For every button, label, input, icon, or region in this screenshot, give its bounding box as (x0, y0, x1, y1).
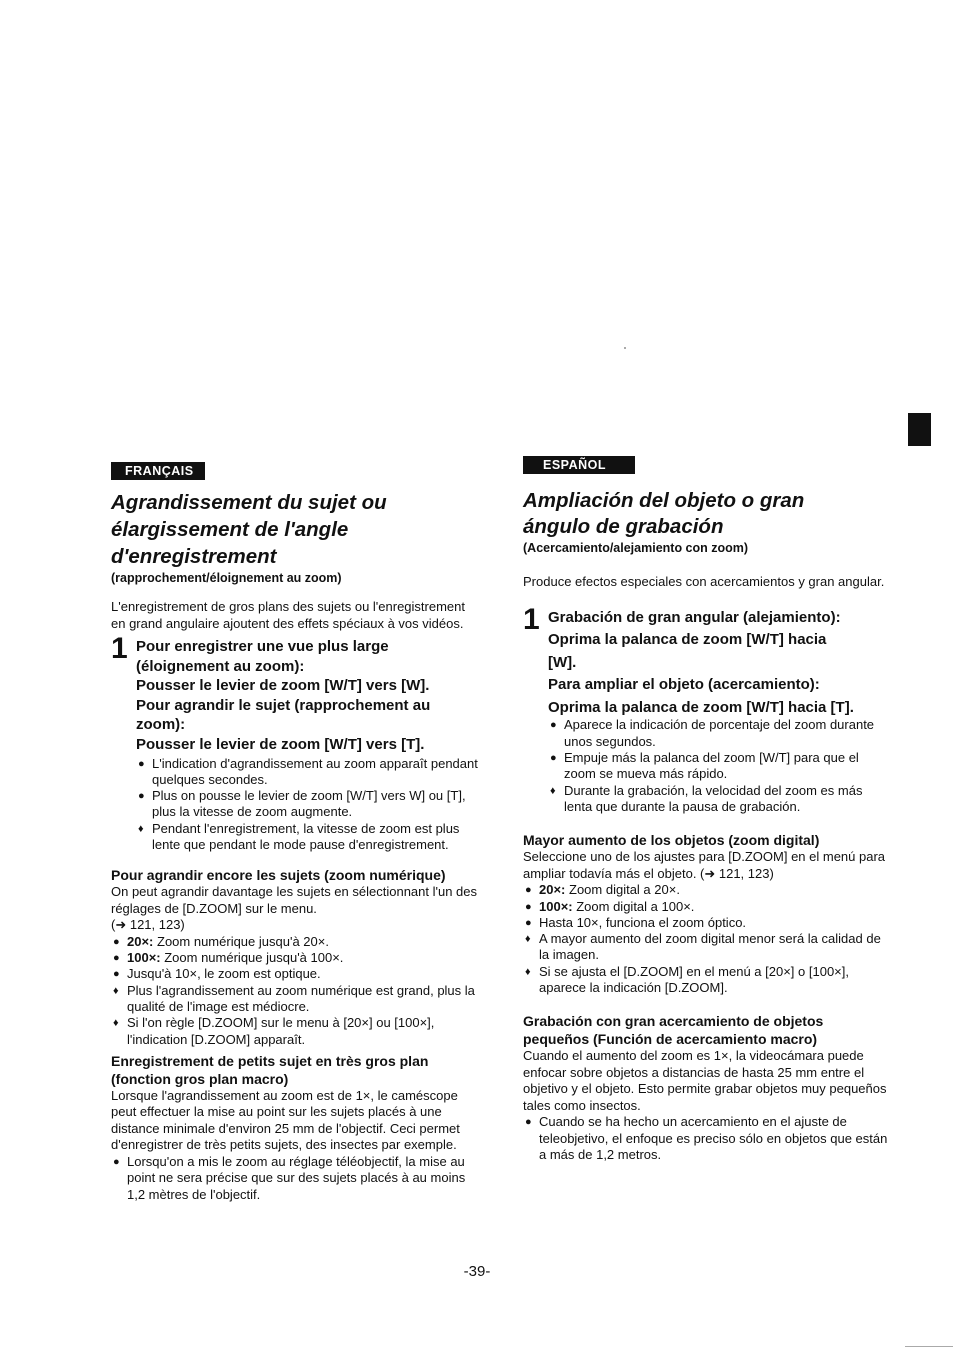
scan-edge-line (905, 1346, 953, 1347)
step-notes (136, 756, 481, 854)
list-item: ● Jusqu'à 10×, le zoom est optique. (113, 966, 321, 982)
step-line: Para ampliar el objeto (acercamiento): (548, 676, 820, 694)
list-item: ● 100×: Zoom numérique jusqu'à 100×. (113, 950, 344, 966)
page-number: -39- (463, 1263, 491, 1280)
list-item: ● L'indication d'agrandissement au zoom apparaît pendant quelques secondes. (138, 755, 478, 787)
step-line: Pousser le levier de zoom [W/T] vers [W]. (136, 677, 430, 695)
digital-zoom-heading: Pour agrandir encore les sujets (zoom numérique) (111, 867, 446, 884)
list-item: ● Empuje más la palanca del zoom [W/T] para que el zoom se mueva más rápido. (550, 750, 859, 782)
section-title (111, 489, 481, 570)
macro-text: Cuando el aumento del zoom es 1×, la videocámara puede enfocar sobre objetos a distancias de hasta 25 mm entre el objetivo y el objeto. Esto permite grabar objetos muy pequeños tales como insectos. (523, 1048, 887, 1113)
list-item: ● Hasta 10×, funciona el zoom óptico. (525, 914, 747, 930)
list-item: ● Plus on pousse le levier de zoom [W/T] vers W] ou [T], plus la vitesse de zoom augmente. (138, 788, 466, 820)
macro-heading: Enregistrement de petits sujet en très gros plan (fonction gros plan macro) (111, 1052, 429, 1087)
section-subtitle: (Acercamiento/alejamiento con zoom) (523, 541, 749, 555)
title-line: ángulo de grabación (523, 515, 724, 538)
step-line: zoom): (136, 716, 186, 734)
title-line: Ampliación del objeto o gran (523, 489, 805, 512)
digital-zoom-text: Seleccione uno de los ajustes para [D.ZOOM] en el menú para ampliar todavía más el objeto. (➜ 121, 123) (523, 849, 886, 881)
step-line: Pousser le levier de zoom [W/T] vers [T]. (136, 735, 425, 753)
macro-notes (111, 1154, 481, 1203)
macro-text: Lorsque l'agrandissement au zoom est de 1×, le caméscope peut effectuer la mise au point sur les sujets placés à une distance minimale d'environ 25 mm de l'objectif. Ceci permet d'enregistrer de très petits sujets, des insectes par exemple. (111, 1087, 460, 1153)
list-item: ● 100×: Zoom digital a 100×. (525, 898, 695, 914)
list-item: ● 20×: Zoom digital a 20×. (525, 882, 680, 898)
step-notes (548, 717, 893, 815)
list-item: ● 20×: Zoom numérique jusqu'à 20×. (113, 933, 329, 949)
step-number: 1 (111, 632, 128, 665)
step-1 (111, 632, 481, 853)
list-item: ♦ Si se ajusta el [D.ZOOM] en el menú a [20×] o [100×], aparece la indicación [D.ZOOM]. (525, 963, 849, 996)
list-item: ● Cuando se ha hecho un acercamiento en el ajuste de teleobjetivo, el enfoque es preciso sólo en objetos que están a más de 1,2 metros. (525, 1114, 888, 1162)
list-item: ♦ Si l'on règle [D.ZOOM] sur le menu à [20×] ou [100×], l'indication [D.ZOOM] apparaît. (113, 1015, 435, 1047)
list-item: ♦ Pendant l'enregistrement, la vitesse de zoom est plus lente que pendant le mode pause d'enregistrement. (138, 820, 460, 853)
digital-zoom-heading: Mayor aumento de los objetos (zoom digital) (523, 832, 820, 849)
macro-heading: Grabación con gran acercamiento de objetos pequeños (Función de acercamiento macro) (523, 1013, 824, 1048)
list-item: ♦ Plus l'agrandissement au zoom numérique est grand, plus la qualité de l'image est médiocre. (113, 982, 475, 1015)
list-item: ♦ Durante la grabación, la velocidad del zoom es más lenta que durante la pausa de grabación. (550, 782, 863, 814)
spanish-column (523, 456, 893, 1163)
section-marker-tab (908, 413, 931, 446)
language-tab-spanish: ESPAÑOL (523, 456, 635, 474)
title-line: élargissement de l'angle (111, 518, 349, 541)
macro-notes (523, 1114, 893, 1163)
digital-zoom-text: On peut agrandir davantage les sujets en sélectionnant l'un des réglages de [D.ZOOM] sur le menu. (111, 884, 478, 916)
list-item: ♦ A mayor aumento del zoom digital menor será la calidad de la imagen. (525, 931, 881, 963)
digital-zoom-notes (111, 934, 481, 1048)
step-number: 1 (523, 602, 540, 636)
french-column (111, 462, 481, 1203)
step-line: Pour agrandir le sujet (rapprochement au (136, 696, 431, 714)
section-subtitle: (rapprochement/éloignement au zoom) (111, 571, 342, 585)
language-tab-french: FRANÇAIS (111, 462, 205, 480)
step-line: Grabación de gran angular (alejamiento): (548, 608, 841, 626)
title-line: d'enregistrement (111, 545, 277, 568)
step-line: Pour enregistrer une vue plus large (136, 638, 389, 655)
step-line: (éloignement au zoom): (136, 657, 305, 675)
list-item: ● Lorsqu'on a mis le zoom au réglage téléobjectif, la mise au point ne sera précise que sur des sujets placés à au moins 1,2 mètres de l'objectif. (113, 1153, 466, 1202)
page-reference: (➜ 121, 123) (111, 917, 185, 933)
intro-text: L'enregistrement de gros plans des sujets ou l'enregistrement en grand angulaire ajoutent des effets spéciaux à vos vidéos. (111, 599, 465, 631)
scan-speck (624, 347, 626, 349)
step-line: Oprima la palanca de zoom [W/T] hacia (548, 631, 827, 649)
section-title (523, 488, 893, 540)
digital-zoom-notes (523, 882, 893, 996)
intro-text: Produce efectos especiales con acercamientos y gran angular. (523, 574, 885, 589)
list-item: ● Aparece la indicación de porcentaje del zoom durante unos segundos. (550, 717, 875, 749)
step-1 (523, 602, 893, 816)
title-line: Agrandissement du sujet ou (111, 491, 387, 514)
step-line: Oprima la palanca de zoom [W/T] hacia [T]. (548, 698, 854, 716)
step-line: [W]. (548, 653, 577, 671)
